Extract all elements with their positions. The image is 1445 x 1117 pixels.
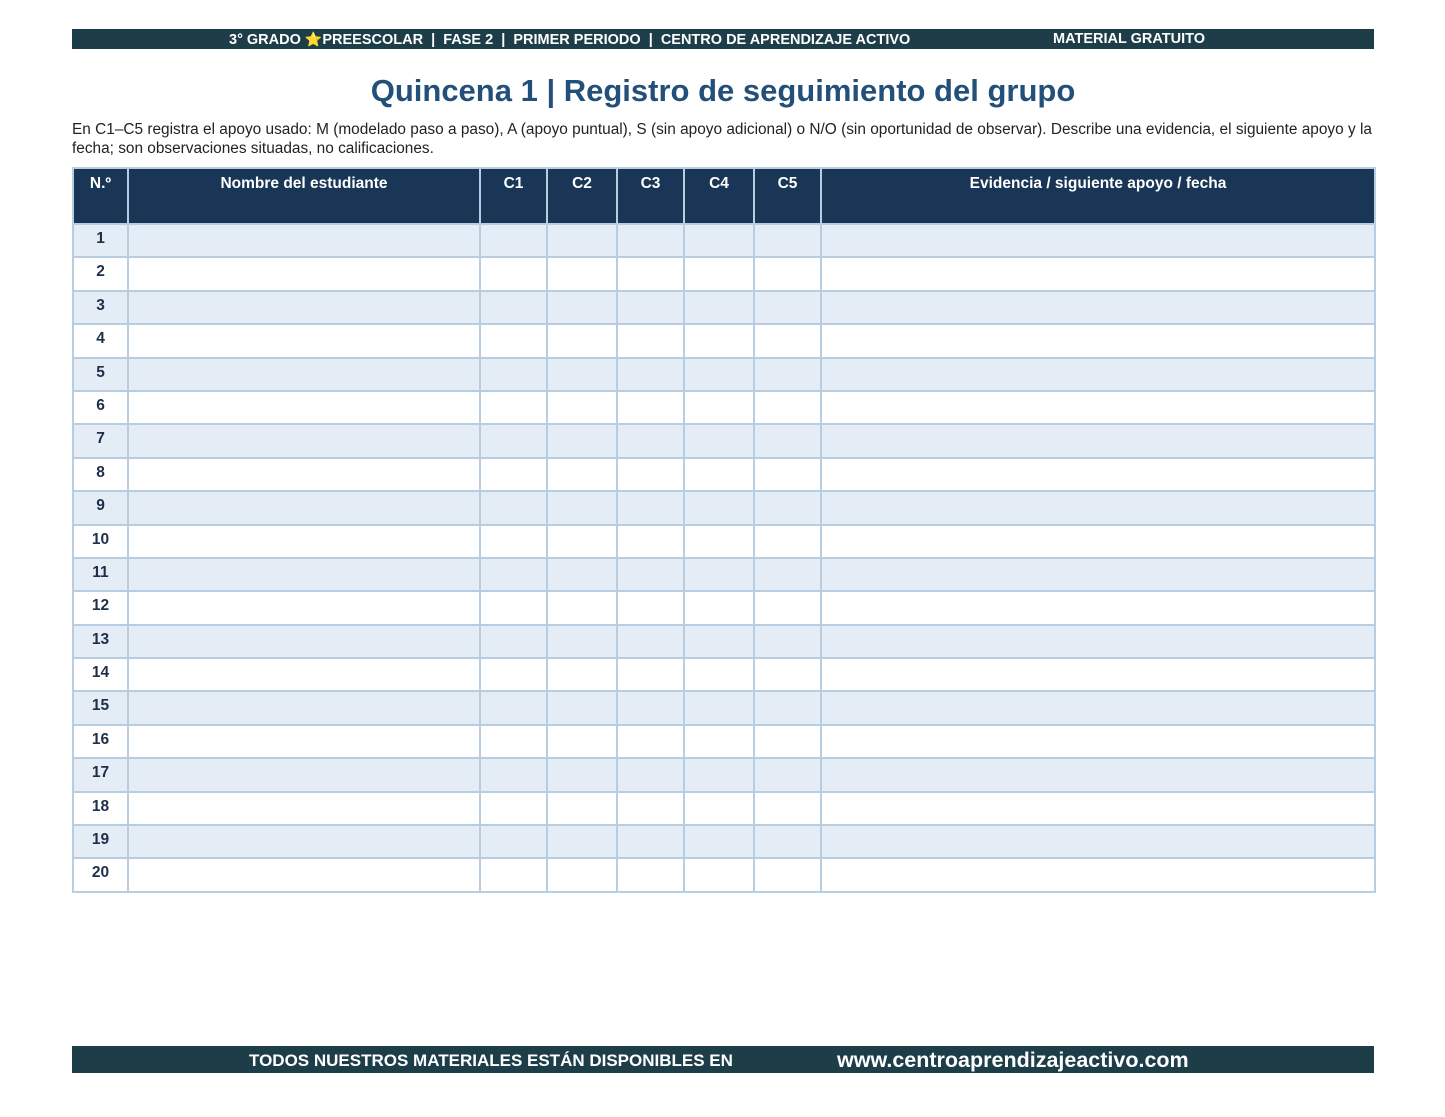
table-header-row — [73, 168, 1375, 224]
c3-cell[interactable] — [617, 558, 684, 591]
student-name-cell[interactable] — [128, 625, 480, 658]
c4-cell[interactable] — [684, 792, 754, 825]
student-name-cell[interactable] — [128, 825, 480, 858]
evidence-cell[interactable] — [821, 358, 1375, 391]
row-number: 3 — [73, 291, 128, 324]
c4-cell[interactable] — [684, 658, 754, 691]
table-row — [73, 391, 1375, 424]
student-name-cell[interactable] — [128, 591, 480, 624]
c5-cell[interactable] — [754, 324, 821, 357]
c3-cell[interactable] — [617, 291, 684, 324]
c2-cell[interactable] — [547, 358, 617, 391]
c2-cell[interactable] — [547, 324, 617, 357]
evidence-cell[interactable] — [821, 458, 1375, 491]
c2-cell[interactable] — [547, 858, 617, 891]
evidence-cell[interactable] — [821, 257, 1375, 290]
student-name-cell[interactable] — [128, 358, 480, 391]
row-number: 20 — [73, 858, 128, 891]
c1-cell[interactable] — [480, 491, 547, 524]
table-row — [73, 558, 1375, 591]
evidence-cell[interactable] — [821, 291, 1375, 324]
c3-cell[interactable] — [617, 458, 684, 491]
table-row — [73, 324, 1375, 357]
evidence-cell[interactable] — [821, 558, 1375, 591]
c4-cell[interactable] — [684, 424, 754, 457]
c4-cell[interactable] — [684, 491, 754, 524]
c5-cell[interactable] — [754, 291, 821, 324]
table-row — [73, 658, 1375, 691]
c1-cell[interactable] — [480, 391, 547, 424]
table-row — [73, 725, 1375, 758]
c3-cell[interactable] — [617, 792, 684, 825]
c1-cell[interactable] — [480, 424, 547, 457]
c3-cell[interactable] — [617, 525, 684, 558]
row-number: 13 — [73, 625, 128, 658]
student-name-cell[interactable] — [128, 491, 480, 524]
c5-cell[interactable] — [754, 491, 821, 524]
c5-cell[interactable] — [754, 525, 821, 558]
c5-cell[interactable] — [754, 558, 821, 591]
row-number: 10 — [73, 525, 128, 558]
c1-cell[interactable] — [480, 758, 547, 791]
page-title: Quincena 1 | Registro de seguimiento del grupo — [370, 73, 1076, 108]
c1-cell[interactable] — [480, 525, 547, 558]
evidence-cell[interactable] — [821, 725, 1375, 758]
c1-cell[interactable] — [480, 725, 547, 758]
evidence-cell[interactable] — [821, 591, 1375, 624]
top-banner — [72, 29, 1374, 49]
table-body — [73, 224, 1375, 892]
c2-cell[interactable] — [547, 424, 617, 457]
c4-cell[interactable] — [684, 558, 754, 591]
c4-cell[interactable] — [684, 324, 754, 357]
c2-cell[interactable] — [547, 658, 617, 691]
row-number: 5 — [73, 358, 128, 391]
c3-cell[interactable] — [617, 758, 684, 791]
c1-cell[interactable] — [480, 691, 547, 724]
table-row — [73, 525, 1375, 558]
c2-cell[interactable] — [547, 558, 617, 591]
instructions-text: En C1–C5 registra el apoyo usado: M (modelado paso a paso), A (apoyo puntual), S (sin apoyo adicional) o N/O (sin oportunidad de observar). Describe una evidencia, el siguiente apoyo y la fecha; son observaciones situadas, no calificaciones. — [72, 121, 1372, 157]
c1-cell[interactable] — [480, 558, 547, 591]
c2-cell[interactable] — [547, 491, 617, 524]
evidence-cell[interactable] — [821, 658, 1375, 691]
c5-cell[interactable] — [754, 825, 821, 858]
c4-cell[interactable] — [684, 391, 754, 424]
table-row — [73, 358, 1375, 391]
c5-cell[interactable] — [754, 591, 821, 624]
c2-cell[interactable] — [547, 792, 617, 825]
material-label: MATERIAL GRATUITO — [1053, 31, 1205, 47]
evidence-cell[interactable] — [821, 491, 1375, 524]
c4-cell[interactable] — [684, 458, 754, 491]
evidence-cell[interactable] — [821, 625, 1375, 658]
student-name-cell[interactable] — [128, 291, 480, 324]
row-number: 7 — [73, 424, 128, 457]
column-header-number: N.º — [73, 168, 128, 224]
c3-cell[interactable] — [617, 591, 684, 624]
row-number: 12 — [73, 591, 128, 624]
c2-cell[interactable] — [547, 257, 617, 290]
student-name-cell[interactable] — [128, 725, 480, 758]
c5-cell[interactable] — [754, 658, 821, 691]
c3-cell[interactable] — [617, 224, 684, 257]
column-header-student-name: Nombre del estudiante — [128, 168, 480, 224]
c4-cell[interactable] — [684, 758, 754, 791]
banner-info — [229, 29, 910, 50]
table-row — [73, 758, 1375, 791]
c3-cell[interactable] — [617, 257, 684, 290]
student-name-cell[interactable] — [128, 858, 480, 891]
c1-cell[interactable] — [480, 257, 547, 290]
student-name-cell[interactable] — [128, 658, 480, 691]
c2-cell[interactable] — [547, 458, 617, 491]
evidence-cell[interactable] — [821, 224, 1375, 257]
table-row — [73, 458, 1375, 491]
c3-cell[interactable] — [617, 658, 684, 691]
c2-cell[interactable] — [547, 291, 617, 324]
footer-text: TODOS NUESTROS MATERIALES ESTÁN DISPONIBLES EN — [249, 1051, 733, 1070]
c1-cell[interactable] — [480, 658, 547, 691]
table-row — [73, 858, 1375, 891]
evidence-cell[interactable] — [821, 758, 1375, 791]
c1-cell[interactable] — [480, 858, 547, 891]
row-number: 16 — [73, 725, 128, 758]
student-name-cell[interactable] — [128, 691, 480, 724]
c3-cell[interactable] — [617, 858, 684, 891]
c2-cell[interactable] — [547, 825, 617, 858]
c1-cell[interactable] — [480, 324, 547, 357]
tracking-table — [72, 167, 1376, 893]
c2-cell[interactable] — [547, 224, 617, 257]
evidence-cell[interactable] — [821, 792, 1375, 825]
c3-cell[interactable] — [617, 324, 684, 357]
c4-cell[interactable] — [684, 725, 754, 758]
column-header-c5: C5 — [754, 168, 821, 224]
c4-cell[interactable] — [684, 691, 754, 724]
student-name-cell[interactable] — [128, 458, 480, 491]
c5-cell[interactable] — [754, 391, 821, 424]
c5-cell[interactable] — [754, 424, 821, 457]
c4-cell[interactable] — [684, 291, 754, 324]
evidence-cell[interactable] — [821, 525, 1375, 558]
c2-cell[interactable] — [547, 625, 617, 658]
table-row — [73, 224, 1375, 257]
c4-cell[interactable] — [684, 525, 754, 558]
c3-cell[interactable] — [617, 358, 684, 391]
row-number: 14 — [73, 658, 128, 691]
c4-cell[interactable] — [684, 591, 754, 624]
table-row — [73, 291, 1375, 324]
column-header-c4: C4 — [684, 168, 754, 224]
c4-cell[interactable] — [684, 224, 754, 257]
c4-cell[interactable] — [684, 825, 754, 858]
evidence-cell[interactable] — [821, 391, 1375, 424]
grade-label: 3° GRADO — [229, 32, 301, 48]
row-number: 6 — [73, 391, 128, 424]
table-row — [73, 491, 1375, 524]
student-name-cell[interactable] — [128, 558, 480, 591]
c4-cell[interactable] — [684, 358, 754, 391]
footer-url: www.centroaprendizajeactivo.com — [837, 1048, 1189, 1072]
row-number: 9 — [73, 491, 128, 524]
column-header-c2: C2 — [547, 168, 617, 224]
evidence-cell[interactable] — [821, 691, 1375, 724]
c4-cell[interactable] — [684, 625, 754, 658]
c1-cell[interactable] — [480, 291, 547, 324]
c1-cell[interactable] — [480, 792, 547, 825]
c5-cell[interactable] — [754, 858, 821, 891]
c3-cell[interactable] — [617, 725, 684, 758]
c5-cell[interactable] — [754, 625, 821, 658]
table-row — [73, 257, 1375, 290]
student-name-cell[interactable] — [128, 758, 480, 791]
star-icon: ⭐ — [304, 31, 323, 47]
c1-cell[interactable] — [480, 458, 547, 491]
row-number: 1 — [73, 224, 128, 257]
c1-cell[interactable] — [480, 224, 547, 257]
row-number: 4 — [73, 324, 128, 357]
banner-details: PREESCOLAR | FASE 2 | PRIMER PERIODO | CENTRO DE APRENDIZAJE ACTIVO — [322, 32, 911, 48]
table-row — [73, 424, 1375, 457]
evidence-cell[interactable] — [821, 324, 1375, 357]
c5-cell[interactable] — [754, 458, 821, 491]
row-number: 15 — [73, 691, 128, 724]
student-name-cell[interactable] — [128, 324, 480, 357]
c5-cell[interactable] — [754, 725, 821, 758]
c1-cell[interactable] — [480, 825, 547, 858]
row-number: 19 — [73, 825, 128, 858]
student-name-cell[interactable] — [128, 525, 480, 558]
c5-cell[interactable] — [754, 758, 821, 791]
c2-cell[interactable] — [547, 525, 617, 558]
c5-cell[interactable] — [754, 691, 821, 724]
c3-cell[interactable] — [617, 391, 684, 424]
c3-cell[interactable] — [617, 625, 684, 658]
student-name-cell[interactable] — [128, 257, 480, 290]
c2-cell[interactable] — [547, 758, 617, 791]
c2-cell[interactable] — [547, 725, 617, 758]
student-name-cell[interactable] — [128, 792, 480, 825]
c2-cell[interactable] — [547, 391, 617, 424]
column-header-c1: C1 — [480, 168, 547, 224]
c2-cell[interactable] — [547, 591, 617, 624]
row-number: 11 — [73, 558, 128, 591]
row-number: 8 — [73, 458, 128, 491]
c5-cell[interactable] — [754, 792, 821, 825]
student-name-cell[interactable] — [128, 391, 480, 424]
c1-cell[interactable] — [480, 625, 547, 658]
c2-cell[interactable] — [547, 691, 617, 724]
c3-cell[interactable] — [617, 424, 684, 457]
c5-cell[interactable] — [754, 358, 821, 391]
row-number: 18 — [73, 792, 128, 825]
table-row — [73, 591, 1375, 624]
c5-cell[interactable] — [754, 257, 821, 290]
c3-cell[interactable] — [617, 491, 684, 524]
c3-cell[interactable] — [617, 691, 684, 724]
row-number: 17 — [73, 758, 128, 791]
c5-cell[interactable] — [754, 224, 821, 257]
student-name-cell[interactable] — [128, 224, 480, 257]
c4-cell[interactable] — [684, 858, 754, 891]
footer-banner — [72, 1046, 1374, 1073]
table-row — [73, 792, 1375, 825]
table-row — [73, 625, 1375, 658]
evidence-cell[interactable] — [821, 858, 1375, 891]
c1-cell[interactable] — [480, 358, 547, 391]
column-header-c3: C3 — [617, 168, 684, 224]
column-header-evidence: Evidencia / siguiente apoyo / fecha — [821, 168, 1375, 224]
c1-cell[interactable] — [480, 591, 547, 624]
c3-cell[interactable] — [617, 825, 684, 858]
row-number: 2 — [73, 257, 128, 290]
table-row — [73, 691, 1375, 724]
student-name-cell[interactable] — [128, 424, 480, 457]
table-row — [73, 825, 1375, 858]
evidence-cell[interactable] — [821, 424, 1375, 457]
c4-cell[interactable] — [684, 257, 754, 290]
evidence-cell[interactable] — [821, 825, 1375, 858]
